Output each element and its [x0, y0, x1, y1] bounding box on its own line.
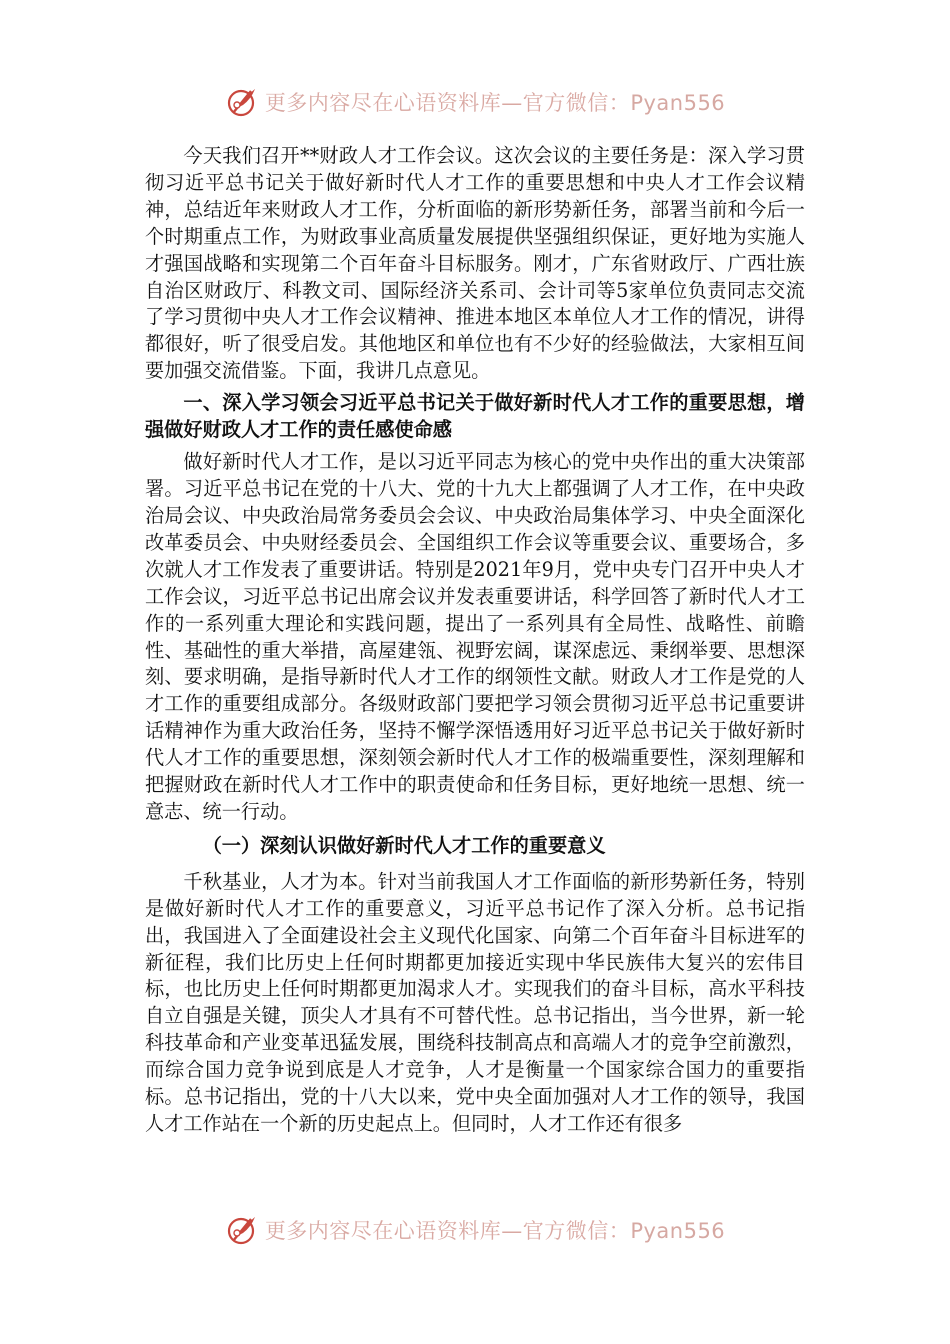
watermark-wechat-id: Pyan556 — [630, 91, 726, 115]
section-1-paragraph: 做好新时代人才工作，是以习近平同志为核心的党中央作出的重大决策部署。习近平总书记在党的十八大、党的十九大上都强调了人才工作，在中央政治局会议、中央政治局常务委员会会议、中央政治局集体学习、中央全面深化改革委员会、中央财经委员会、全国组织工作会议等重要会议、重要场合，多次就人才工作发表了重要讲话。特别是2021年9月，党中央专门召开中央人才工作会议，习近平总书记出席会议并发表重要讲话，科学回答了新时代人才工作的一系列重大理论和实践问题，提出了一系列具有全局性、战略性、前瞻性、基础性的重大举措，高屋建瓴、视野宏阔，谋深虑远、秉纲举要、思想深刻、要求明确，是指导新时代人才工作的纲领性文献。财政人才工作是党的人才工作的重要组成部分。各级财政部门要把学习领会贯彻习近平总书记重要讲话精神作为重大政治任务，坚持不懈学深悟透用好习近平总书记关于做好新时代人才工作的重要思想，深刻领会新时代人才工作的极端重要性，深刻理解和把握财政在新时代人才工作中的职责使命和任务目标，更好地统一思想、统一意志、统一行动。 — [145, 450, 805, 823]
watermark-text — [265, 1215, 725, 1245]
watermark-text-cn: 更多内容尽在心语资料库—官方微信： — [264, 91, 631, 115]
watermark-text — [265, 87, 725, 117]
watermark-banner-top — [0, 80, 950, 124]
document-body — [145, 143, 805, 1138]
intro-paragraph: 今天我们召开**财政人才工作会议。这次会议的主要任务是：深入学习贯彻习近平总书记关于做好新时代人才工作的重要思想和中央人才工作会议精神，总结近年来财政人才工作，分析面临的新形势新任务，部署当前和今后一个时期重点工作，为财政事业高质量发展提供坚强组织保证，更好地为实施人才强国战略和实现第二个百年奋斗目标服务。刚才，广东省财政厅、广西壮族自治区财政厅、科教文司、国际经济关系司、会计司等5家单位负责同志交流了学习贯彻中央人才工作会议精神、推进本地区本单位人才工作的情况，讲得都很好，听了很受启发。其他地区和单位也有不少好的经验做法，大家相互间要加强交流借鉴。下面，我讲几点意见。 — [145, 144, 805, 383]
watermark-text-cn: 更多内容尽在心语资料库—官方微信： — [264, 1219, 631, 1243]
watermark-wechat-id: Pyan556 — [630, 1219, 726, 1243]
section-heading-1: 一、深入学习领会习近平总书记关于做好新时代人才工作的重要思想，增强做好财政人才工作的责任感使命感 — [145, 391, 805, 442]
feather-pen-logo-icon — [225, 1213, 259, 1247]
subsection-heading-1: （一）深刻认识做好新时代人才工作的重要意义 — [202, 833, 606, 857]
watermark-banner-bottom — [0, 1208, 950, 1252]
subsection-1-paragraph: 千秋基业，人才为本。针对当前我国人才工作面临的新形势新任务，特别是做好新时代人才工作的重要意义，习近平总书记作了深入分析。总书记指出，我国进入了全面建设社会主义现代化国家、向第二个百年奋斗目标进军的新征程，我们比历史上任何时期都更加接近实现中华民族伟大复兴的宏伟目标，也比历史上任何时期都更加渴求人才。实现我们的奋斗目标，高水平科技自立自强是关键，顶尖人才具有不可替代性。总书记指出，当今世界，新一轮科技革命和产业变革迅猛发展，围绕科技制高点和高端人才的竞争空前激烈，而综合国力竞争说到底是人才竞争，人才是衡量一个国家综合国力的重要指标。总书记指出，党的十八大以来，党中央全面加强对人才工作的领导，我国人才工作站在一个新的历史起点上。但同时，人才工作还有很多 — [145, 869, 805, 1135]
feather-pen-logo-icon — [225, 85, 259, 119]
